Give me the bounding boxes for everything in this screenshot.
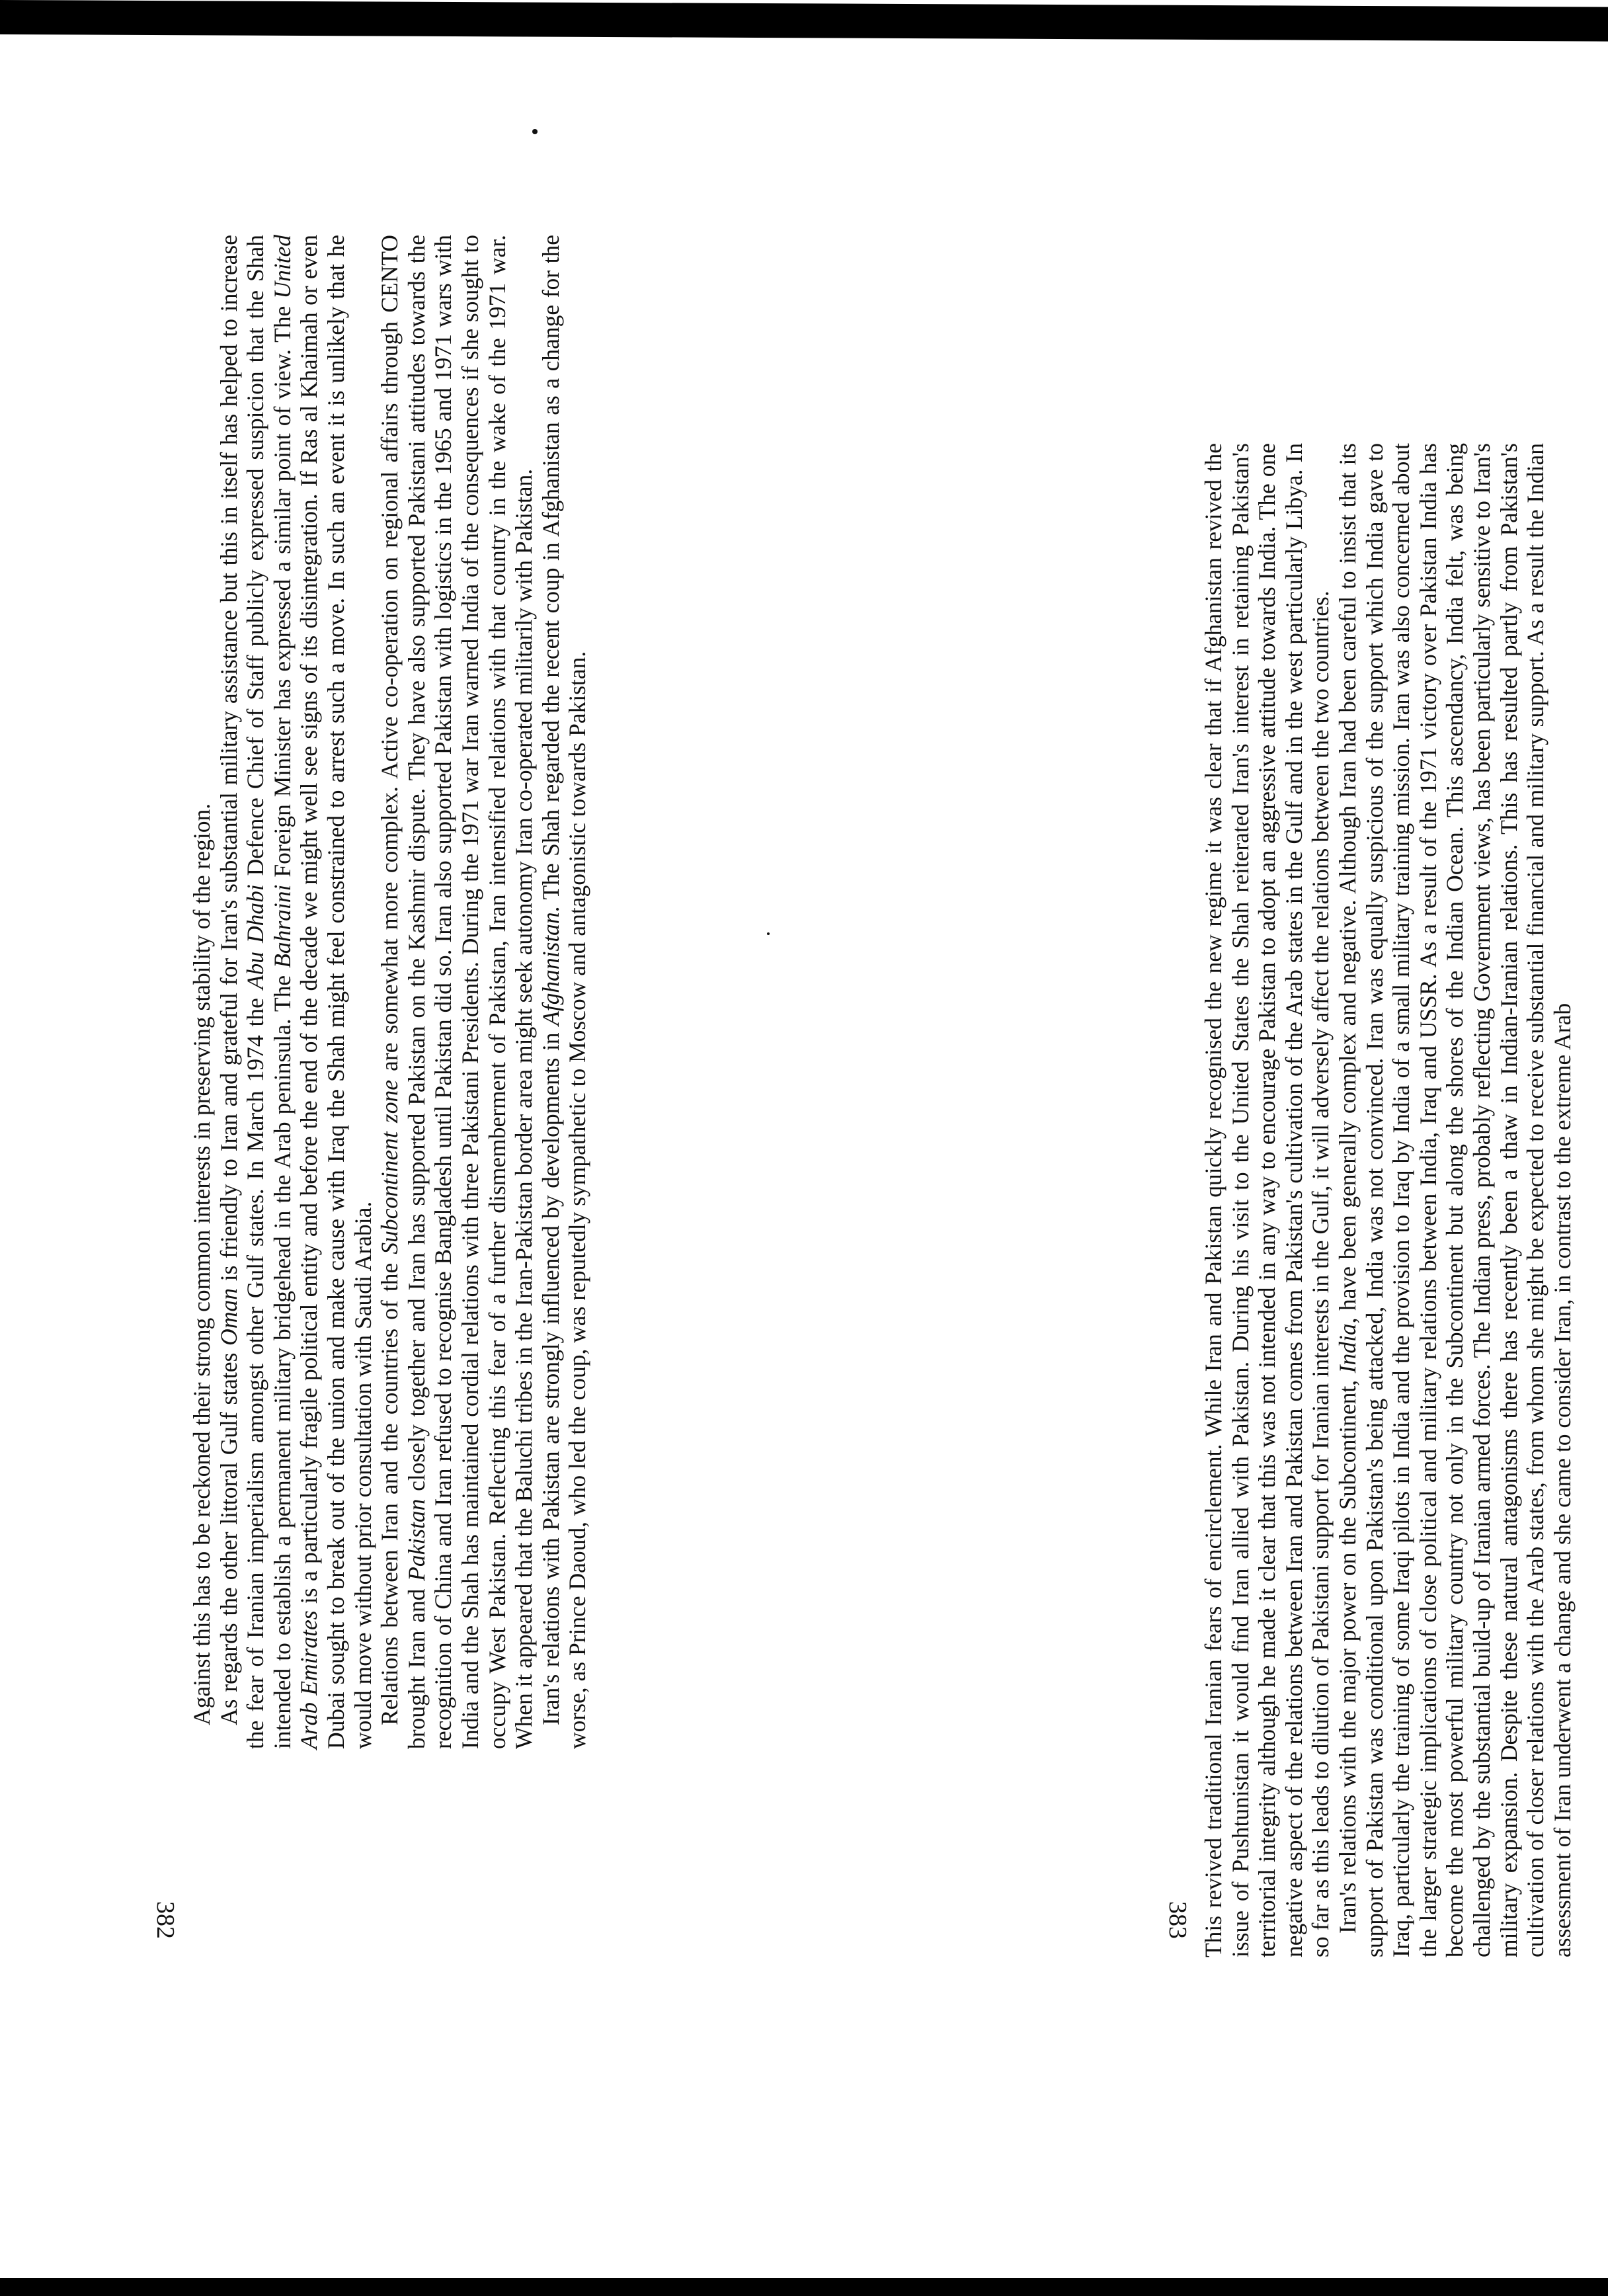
text-column <box>188 235 591 1749</box>
paragraph: As regards the other littoral Gulf states Oman is friendly to Iran and grateful for Iran's substantial military assistance but this in itself has helped to increase the fear of Iranian imperialism amongst other Gulf states. In March 1974 the Abu Dhabi Defence Chief of Staff publicly expressed suspicion that the Shah intended to establish a permanent military bridgehead in the Arab peninsula. The Bahraini Foreign Minister has expressed a similar point of view. The United Arab Emirates is a particularly fragile political entity and before the end of the decade we might well see signs of its disintegration. If Ras al Khaimah or even Dubai sought to break out of the union and make cause with Iraq the Shah might feel constrained to arrest such a move. In such an event it is unlikely that he would move without prior consultation with Saudi Arabia. <box>215 234 376 1749</box>
page-383 <box>1200 443 1608 1957</box>
italic-term: Abu Dhabi <box>242 884 269 990</box>
paragraph: Relations between Iran and the countries of the Subcontinent zone are somewhat more complex. Active co-operation on regional affairs through CENTO brought Iran and Pakistan closely together and Iran has supported Pakistan on the Kashmir dispute. They have also supported Pakistani attitudes towards the recognition of China and Iran refused to recognise Bangladesh until Pakistan did so. Iran also supported Pakistan with logistics in the 1965 and 1971 wars with India and the Shah has maintained cordial relations with three Pakistani Presidents. During the 1971 war Iran warned India of the consequences if she sought to occupy West Pakistan. Reflecting this fear of a further dismemberment of Pakistan, Iran intensified relations with that country in the wake of the 1971 war. When it appeared that the Baluchi tribes in the Iran-Pakistan border area might seek autonomy Iran co-operated militarily with Pakistan. <box>376 235 538 1749</box>
scan-speck <box>532 129 538 134</box>
paragraph: Iran's relations with Pakistan are strongly influenced by developments in Afghanistan. The Shah regarded the recent coup in Afghanistan as a change for the worse, as Prince Daoud, who led the coup, was reputedly sympathetic to Moscow and antagonistic towards Pakistan. <box>537 235 591 1749</box>
scan-border-top <box>0 0 1608 42</box>
scan-border-bottom <box>0 2278 1608 2296</box>
italic-term: Pakistan <box>403 1498 430 1581</box>
page-number: 382 <box>151 1901 179 1939</box>
italic-term: Oman <box>215 1288 242 1346</box>
text-column <box>1200 443 1576 1957</box>
page-382 <box>188 235 995 1749</box>
paragraph: This revived traditional Iranian fears of encirclement. While Iran and Pakistan quickly recognised the new regime it was clear that if Afghanistan revived the issue of Pushtunistan it would find Iran allied with Pakistan. During his visit to the United States the Shah reiterated Iran's interest in retaining Pakistan's territorial integrity although he made it clear that this was not intended in any way to encourage Pakistan to adopt an aggressive attitude towards India. The one negative aspect of the relations between Iran and Pakistan comes from Pakistan's cultivation of the Arab states in the Gulf and in the west particularly Libya. In so far as this leads to dilution of Pakistani support for Iranian interests in the Gulf, it will adversely affect the relations between the two countries. <box>1200 443 1334 1957</box>
page-number: 383 <box>1164 1901 1191 1939</box>
italic-term: United Arab Emirates <box>268 235 323 1749</box>
paragraph: Against this has to be reckoned their strong common interests in preserving stability of the region. <box>188 803 215 1725</box>
italic-term: Bahraini <box>268 884 296 968</box>
paragraph: Iran's relations with the major power on the Subcontinent, India, have been generally complex and negative. Although Iran had been careful to insist that its support of Pakistan was conditional upon Pakistan's being attacked, India was not convinced. Iran was equally suspicious of the support which India gave to Iraq, particularly the training of some Iraqi pilots in India and the provision to Iraq by India of a small military training mission. Iran was also concerned about the larger strategic implications of close political and military relations between India, Iraq and USSR. As a result of the 1971 victory over Pakistan India has become the most powerful military country not only in the Subcontinent but along the shores of the Indian Ocean. This ascendancy, India felt, was being challenged by the substantial build-up of Iranian armed forces. The Indian press, probably reflecting Government views, has been particularly sensitive to Iran's military expansion. Despite these natural antagonisms there has recently been a thaw in Indian-Iranian relations. This has resulted partly from Pakistan's cultivation of closer relations with the Arab states, from whom she might be expected to receive substantial financial and military support. As a result the Indian assessment of Iran underwent a change and she came to consider Iran, in contrast to the extreme Arab <box>1334 443 1576 1957</box>
italic-term: Subcontinent zone <box>376 1080 403 1254</box>
italic-term: Afghanistan <box>537 912 564 1026</box>
italic-term: India <box>1334 1323 1361 1374</box>
